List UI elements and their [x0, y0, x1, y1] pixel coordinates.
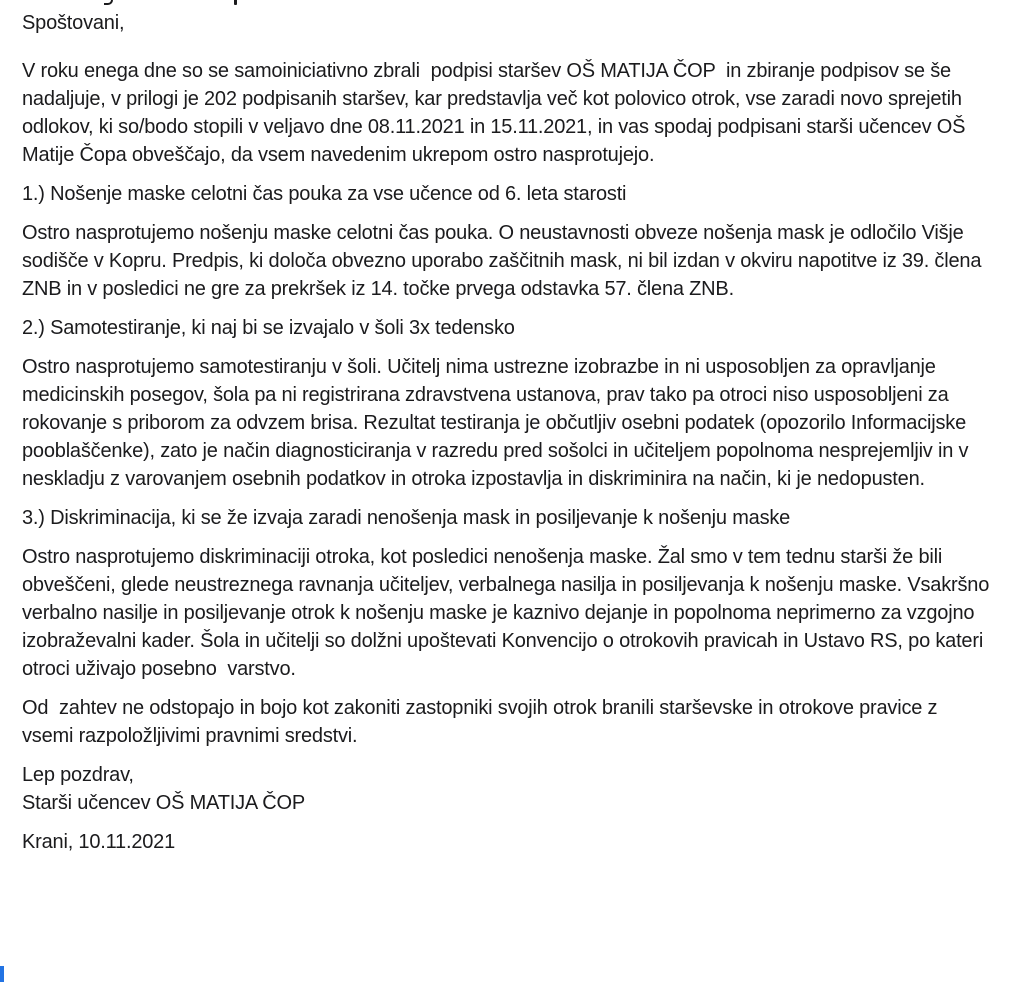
section-2-body: Ostro nasprotujemo samotestiranju v šoli. Učitelj nima ustrezne izobrazbe in ni usposobljen za opravljanje medicinskih posegov, šola pa ni registrirana zdravstvena ustanova, prav tako pa otroci niso usposobljeni za rokovanje s priborom za odvzem brisa. Rezultat testiranja je občutljiv osebni podatek (opozorilo Informacijske pooblaščenke), zato je način diagnosticiranja v razredu pred sošolci in učiteljem popolnoma nesprejemljiv in v neskladju z varovanjem osebnih podatkov in otroka izpostavlja in diskriminira na način, ki je nedopusten.: [22, 356, 974, 490]
salutation: Spoštovani,: [22, 12, 125, 34]
date-place-line: Krani, 10.11.2021: [22, 831, 176, 853]
signoff-signature: Starši učencev OŠ MATIJA ČOP: [22, 792, 306, 814]
closing-paragraph: Od zahtev ne odstopajo in bojo kot zakoniti zastopniki svojih otrok branili starševske in otrokove pravice z vsemi razpoložljivimi pravnimi sredstvi.: [22, 697, 943, 747]
signoff-greeting: Lep pozdrav,: [22, 764, 134, 786]
cutoff-text-fragment: [104, 0, 113, 5]
section-1-heading: 1.) Nošenje maske celotni čas pouka za vse učence od 6. leta starosti: [22, 183, 627, 205]
cutoff-text-fragment: [234, 0, 237, 5]
section-2-heading: 2.) Samotestiranje, ki naj bi se izvajalo v šoli 3x tedensko: [22, 317, 515, 339]
signoff-block: [22, 761, 992, 817]
section-3-body: Ostro nasprotujemo diskriminaciji otroka, kot posledici nenošenja maske. Žal smo v tem tednu starši že bili obveščeni, glede neustreznega ravnanja učiteljev, verbalnega nasilja in posiljevanja k nošenju maske. Vsakršno verbalno nasilje in posiljevanje otrok k nošenju maske je kaznivo dejanje in popolnoma neprimerno za vzgojno izobraževalni kader. Šola in učitelji so dolžni upoštevati Konvencijo o otrokovih pravicah in Ustavo RS, po kateri otroci uživajo posebno varstvo.: [22, 546, 995, 680]
section-1-body: Ostro nasprotujemo nošenju maske celotni čas pouka. O neustavnosti obveze nošenja mask je odločilo Višje sodišče v Kopru. Predpis, ki določa obvezno uporabo zaščitnih mask, ni bil izdan v okviru napotitve iz 39. člena ZNB in v posledici ne gre za prekršek iz 14. točke prvega odstavka 57. člena ZNB.: [22, 222, 987, 300]
bottom-left-accent-bar: [0, 966, 4, 982]
section-3-heading: 3.) Diskriminacija, ki se že izvaja zaradi nenošenja mask in posiljevanje k nošenju maske: [22, 507, 791, 529]
intro-paragraph: V roku enega dne so se samoiniciativno zbrali podpisi staršev OŠ MATIJA ČOP in zbiranje podpisov se še nadaljuje, v prilogi je 202 podpisanih staršev, kar predstavlja več kot polovico otrok, vse zaradi novo sprejetih odlokov, ki so/bodo stopili v veljavo dne 08.11.2021 in 15.11.2021, in vas spodaj podpisani starši učencev OŠ Matije Čopa obveščajo, da vsem navedenim ukrepom ostro nasprotujejo.: [22, 60, 971, 166]
